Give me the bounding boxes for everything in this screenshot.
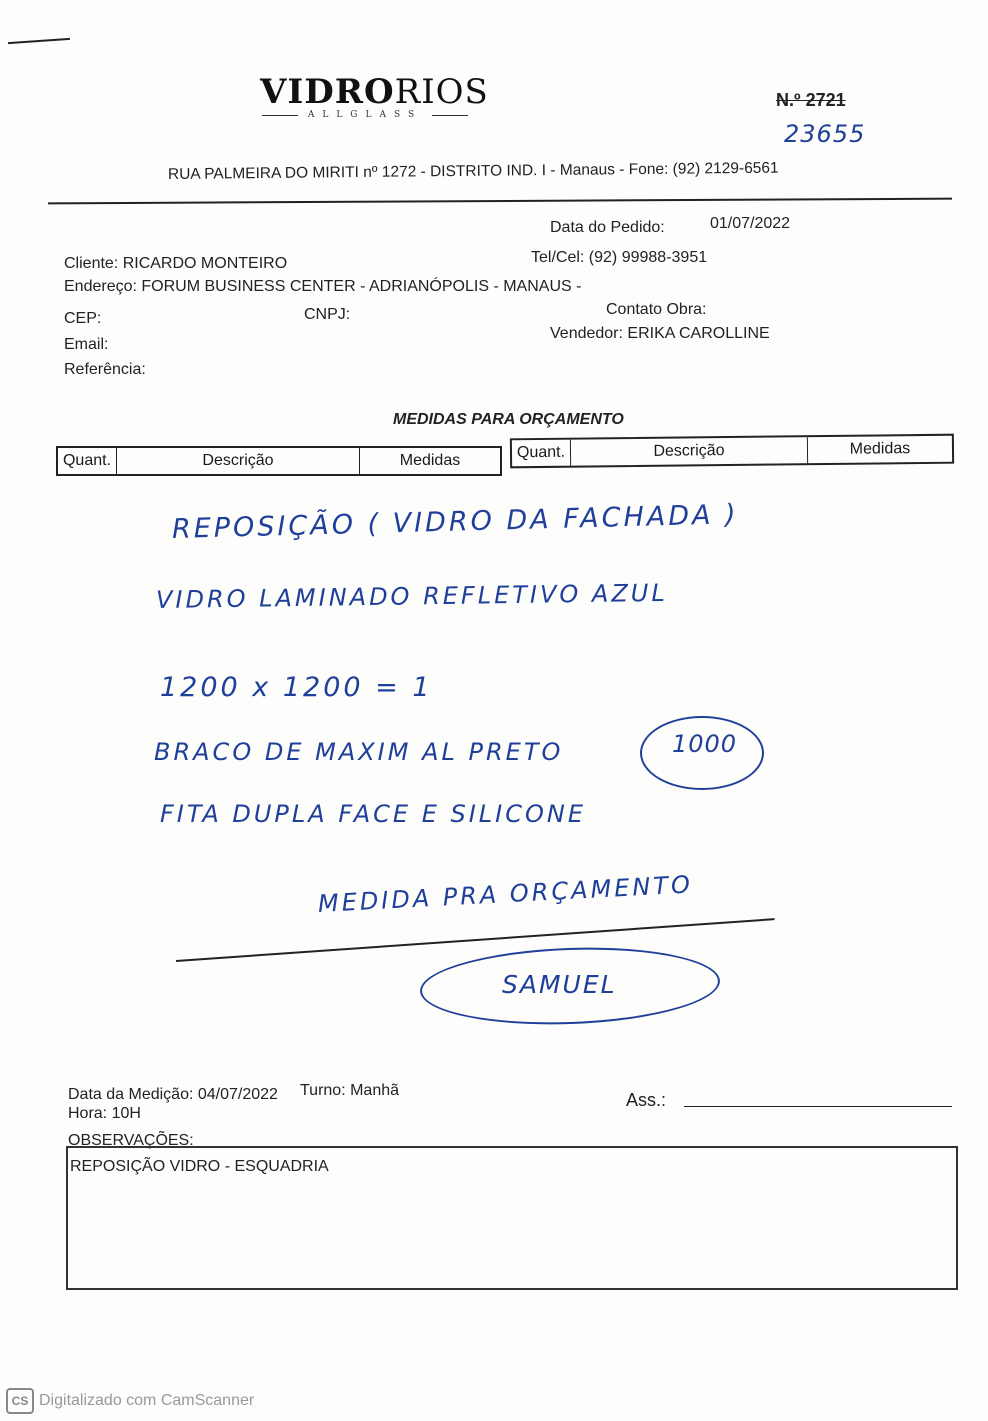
handwritten-line-5: FITA DUPLA FACE E SILICONE <box>160 800 587 828</box>
sign-label: Ass.: <box>626 1090 667 1110</box>
serial-handwritten: 23655 <box>784 120 866 148</box>
company-address: RUA PALMEIRA DO MIRITI nº 1272 - DISTRITO IND. I - Manaus - Fone: (92) 2129-6561 <box>167 159 779 183</box>
table-header-left <box>56 446 502 476</box>
observations-label: OBSERVAÇÕES: <box>68 1132 194 1149</box>
camscanner-icon: CS <box>6 1388 34 1414</box>
header-measures: Medidas <box>849 440 911 458</box>
email-field: Email: <box>64 336 109 353</box>
reference-field: Referência: <box>64 361 146 378</box>
signature-line <box>176 918 775 962</box>
stray-mark <box>8 38 70 44</box>
header-quant: Quant. <box>58 448 117 474</box>
handwritten-line-2: VIDRO LAMINADO REFLETIVO AZUL <box>155 578 668 614</box>
header-quant: Quant. <box>512 440 571 467</box>
cnpj-field: CNPJ: <box>304 306 351 323</box>
header-measures: Medidas <box>399 452 461 469</box>
handwritten-line-1: REPOSIÇÃO ( VIDRO DA FACHADA ) <box>171 499 740 545</box>
measure-date: Data da Medição: 04/07/2022 <box>68 1086 278 1103</box>
handwritten-line-4: BRACO DE MAXIM AL PRETO <box>154 738 564 766</box>
camscanner-watermark: CS Digitalizado com CamScanner <box>6 1388 254 1414</box>
sign-line <box>684 1106 952 1107</box>
company-logo: VIDRORIOS <box>260 72 489 112</box>
contact-field: Contato Obra: <box>606 301 707 318</box>
handwritten-line-6: MEDIDA PRA ORÇAMENTO <box>317 870 694 918</box>
handwritten-circled-value: 1000 <box>672 730 738 758</box>
order-date-value: 01/07/2022 <box>710 215 791 232</box>
order-date-label: Data do Pedido: <box>550 219 665 236</box>
header-divider <box>48 198 952 205</box>
seller-field: Vendedor: ERIKA CAROLLINE <box>550 325 770 342</box>
company-logo-subtitle: ALLGLASS <box>262 110 468 120</box>
serial-number: N.º 2721 <box>776 90 846 110</box>
client-name: Cliente: RICARDO MONTEIRO <box>64 255 288 272</box>
table-title: MEDIDAS PARA ORÇAMENTO <box>393 411 624 428</box>
measure-time: Hora: 10H <box>68 1105 141 1122</box>
client-address: Endereço: FORUM BUSINESS CENTER - ADRIANÓPOLIS - MANAUS - <box>64 278 582 295</box>
observations-box <box>66 1146 958 1290</box>
observations-text: REPOSIÇÃO VIDRO - ESQUADRIA <box>70 1158 329 1175</box>
client-phone: Tel/Cel: (92) 99988-3951 <box>531 249 708 266</box>
signature-samuel: SAMUEL <box>502 970 617 999</box>
table-header-right <box>510 434 954 469</box>
header-description: Descrição <box>117 448 360 474</box>
cep-field: CEP: <box>64 310 102 327</box>
header-description: Descrição <box>571 437 808 465</box>
measure-shift: Turno: Manhã <box>300 1082 400 1099</box>
handwritten-line-3: 1200 x 1200 = 1 <box>160 672 433 703</box>
